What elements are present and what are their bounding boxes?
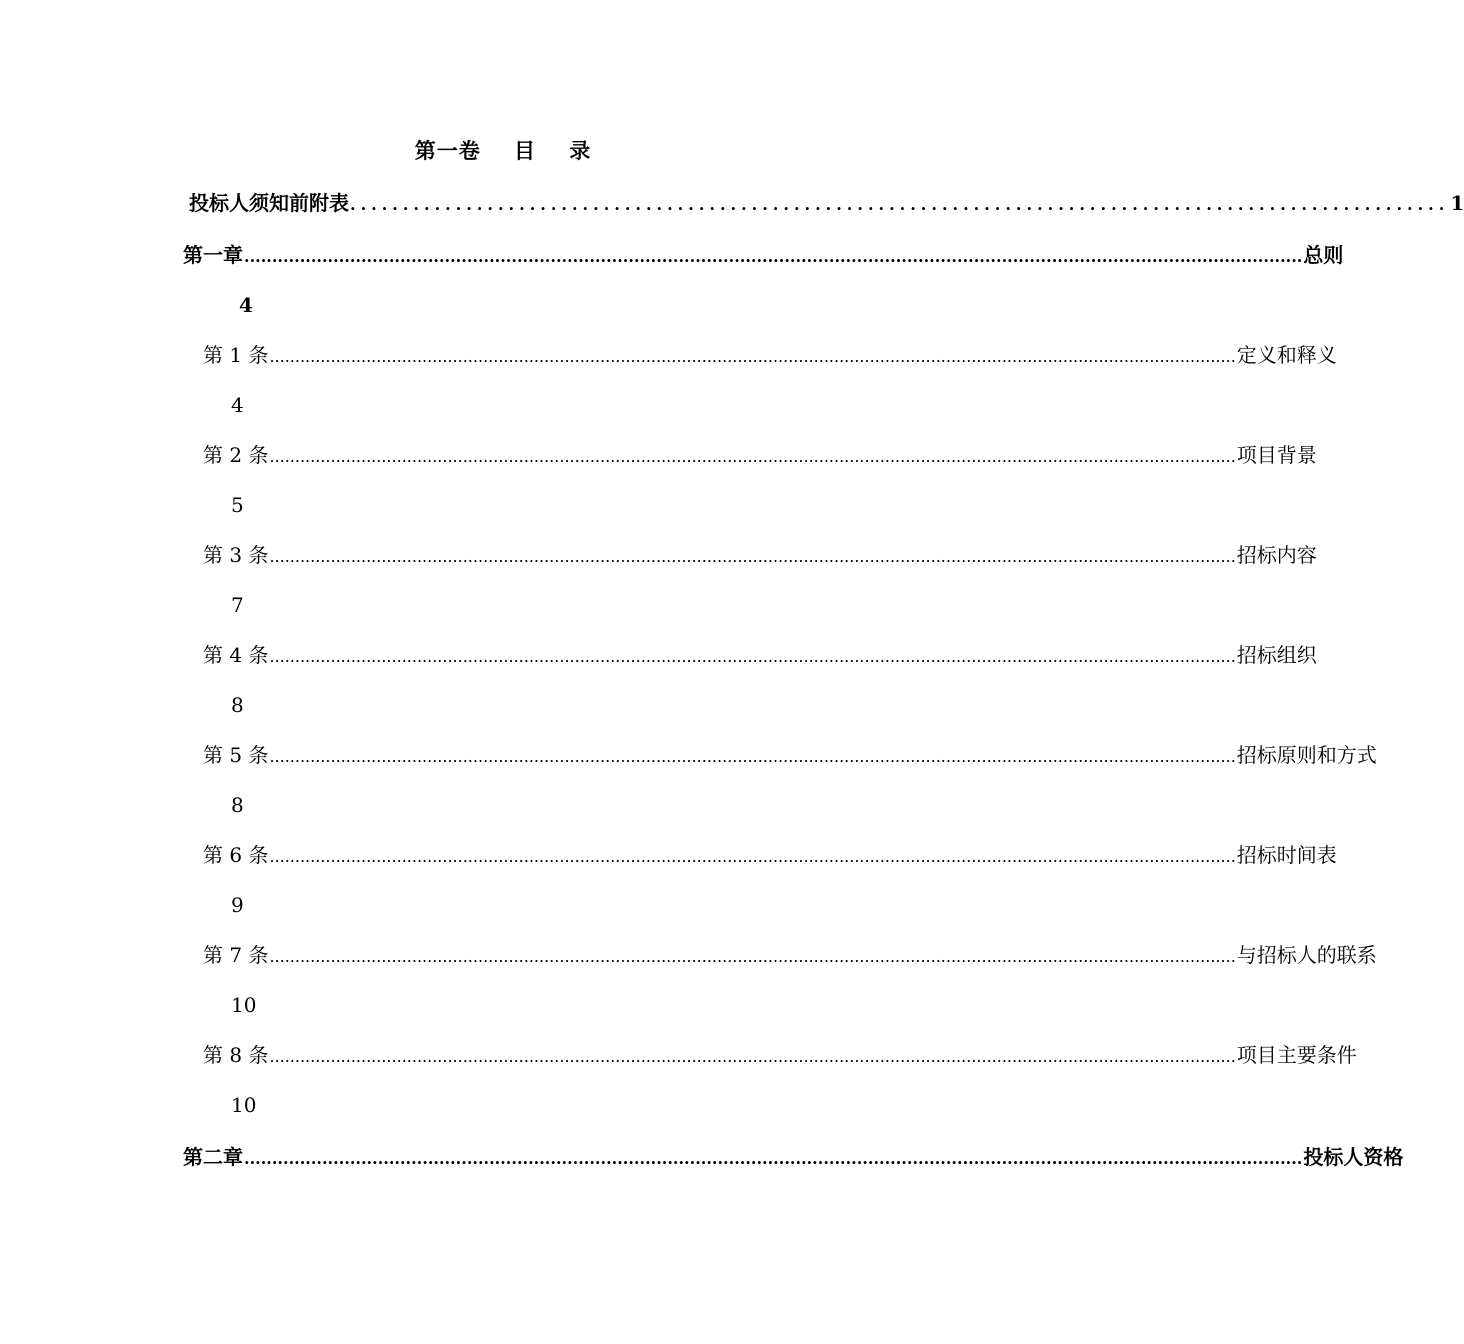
toc-entry-label: 投标人须知前附表	[189, 191, 349, 215]
toc-entry-page: 1	[1450, 191, 1464, 215]
toc-entry-label: 第 5 条	[203, 743, 269, 767]
dot-leader: ..............................................................................................................................................................................................	[269, 747, 1236, 766]
toc-entry-label: 第 4 条	[203, 643, 269, 667]
toc-entry-title: 与招标人的联系	[1236, 943, 1377, 967]
toc-entry-title: 定义和释义	[1236, 343, 1337, 367]
dot-leader: ..............................................................................................................................................................................................	[244, 1149, 1303, 1168]
toc-entry-title: 投标人资格	[1303, 1145, 1404, 1169]
page-title: 第一卷 目 录	[414, 138, 592, 163]
toc-entry-label: 第 8 条	[203, 1043, 269, 1067]
toc-entry-chapter-2[interactable]	[183, 1140, 1404, 1174]
toc-entry-page: 10	[231, 993, 257, 1017]
toc-entry-article-4[interactable]	[203, 638, 1317, 672]
toc-entry-page: 8	[231, 693, 244, 717]
toc-entry-article-3[interactable]	[203, 538, 1317, 572]
toc-entry-page: 8	[231, 793, 244, 817]
toc-entry-article-6[interactable]	[203, 838, 1337, 872]
dot-leader: ..............................................................................................................................................................................................	[269, 647, 1236, 666]
toc-entry-title: 总则	[1303, 243, 1344, 267]
toc-entry-title: 招标时间表	[1236, 843, 1337, 867]
toc-entry-page: 5	[231, 493, 244, 517]
toc-entry-page: 7	[231, 593, 244, 617]
toc-entry-label: 第 6 条	[203, 843, 269, 867]
dot-leader: ..............................................................................................................................................................................................	[269, 447, 1236, 466]
dot-leader: ..............................................................................................................................................................................................	[244, 247, 1303, 266]
toc-entry-page: 10	[231, 1093, 257, 1117]
toc-entry-title: 招标原则和方式	[1236, 743, 1377, 767]
dot-leader: ..............................................................................................................................................................................................	[269, 547, 1236, 566]
toc-entry-label: 第一章	[183, 243, 243, 267]
toc-entry-article-1[interactable]	[203, 338, 1337, 372]
toc-entry-article-5[interactable]	[203, 738, 1377, 772]
toc-entry-label: 第 2 条	[203, 443, 269, 467]
toc-entry-title: 招标内容	[1236, 543, 1317, 567]
toc-entry-page: 9	[231, 893, 244, 917]
toc-entry-label: 第 3 条	[203, 543, 269, 567]
toc-entry-chapter-1[interactable]	[183, 238, 1344, 272]
toc-entry-title: 招标组织	[1236, 643, 1317, 667]
dot-leader: ..............................................................................................................................................................................................	[269, 847, 1236, 866]
toc-entry-article-7[interactable]	[203, 938, 1377, 972]
dot-leader: ..............................................................................................................................................................................................	[269, 1047, 1236, 1066]
toc-entry-label: 第 1 条	[203, 343, 269, 367]
toc-entry-article-8[interactable]	[203, 1038, 1357, 1072]
dot-leader: ..............................................................................................................................................................................................	[269, 347, 1236, 366]
toc-entry-front[interactable]	[189, 186, 1464, 220]
toc-entry-label: 第二章	[183, 1145, 243, 1169]
toc-entry-page: 4	[239, 293, 253, 317]
toc-entry-page: 4	[231, 393, 244, 417]
toc-entry-label: 第 7 条	[203, 943, 269, 967]
toc-entry-title: 项目主要条件	[1236, 1043, 1357, 1067]
toc-entry-title: 项目背景	[1236, 443, 1317, 467]
toc-entry-article-2[interactable]	[203, 438, 1317, 472]
dot-leader: ..............................................................................................................................................................................................	[269, 947, 1236, 966]
dot-leader: ........................................................................................................	[350, 195, 1450, 214]
